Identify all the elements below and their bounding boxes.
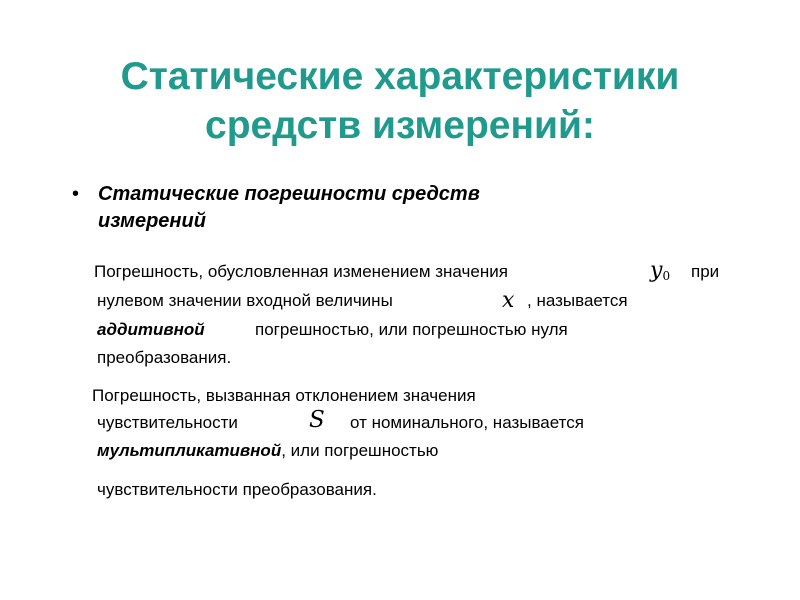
symbol-s-glyph: S	[309, 407, 325, 433]
paragraph-1-text-2: при	[691, 262, 720, 281]
paragraph-1-text-4: , называется	[527, 291, 628, 310]
bullet-item	[72, 181, 712, 235]
symbol-x	[502, 285, 514, 315]
bullet-text-line-2: измерений	[98, 210, 206, 232]
slide-title	[0, 52, 800, 150]
paragraph-2-line-2-end	[350, 408, 584, 437]
paragraph-2-line-1	[92, 381, 476, 410]
paragraph-2-text-1: Погрешность, вызванная отклонением значения	[92, 386, 476, 405]
bullet-text-line-1: Статические погрешности средств	[98, 183, 480, 205]
additive-term: аддитивной	[97, 320, 205, 339]
paragraph-1-text-5: погрешностью, или погрешностью нуля	[255, 320, 568, 339]
symbol-s	[309, 405, 325, 435]
paragraph-2-line-3	[97, 436, 438, 465]
symbol-y-subscript: 0	[662, 269, 671, 283]
paragraph-2-line-4	[97, 475, 377, 504]
paragraph-2-text-2: чувствительности	[97, 413, 238, 432]
symbol-x-glyph: x	[502, 288, 515, 313]
paragraph-1-text-6: преобразования.	[97, 348, 232, 367]
symbol-y: y	[650, 258, 663, 283]
bullet-marker: •	[72, 183, 80, 205]
paragraph-1-line-1-end	[691, 257, 719, 286]
paragraph-2-text-5: чувствительности преобразования.	[97, 480, 377, 499]
paragraph-2-text-4: , или погрешностью	[281, 441, 439, 460]
paragraph-1-line-4	[97, 343, 231, 372]
paragraph-2-line-2	[97, 408, 238, 437]
slide-title-line-2: средств измерений:	[205, 104, 595, 147]
paragraph-1-line-3	[97, 315, 205, 344]
symbol-y0	[650, 255, 670, 291]
paragraph-1-text-1: Погрешность, обусловленная изменением значения	[94, 262, 508, 281]
slide-title-line-1: Статические характеристики	[120, 55, 680, 98]
paragraph-1-line-2	[97, 286, 393, 315]
paragraph-1-line-3-rest	[255, 315, 568, 344]
paragraph-1-line-1	[94, 257, 508, 286]
paragraph-1-text-3: нулевом значении входной величины	[97, 291, 393, 310]
paragraph-2-text-3: от номинального, называется	[350, 413, 584, 432]
multiplicative-term: мультипликативной	[97, 441, 282, 460]
bullet-text	[98, 181, 712, 235]
paragraph-1-line-2-end	[527, 286, 628, 315]
